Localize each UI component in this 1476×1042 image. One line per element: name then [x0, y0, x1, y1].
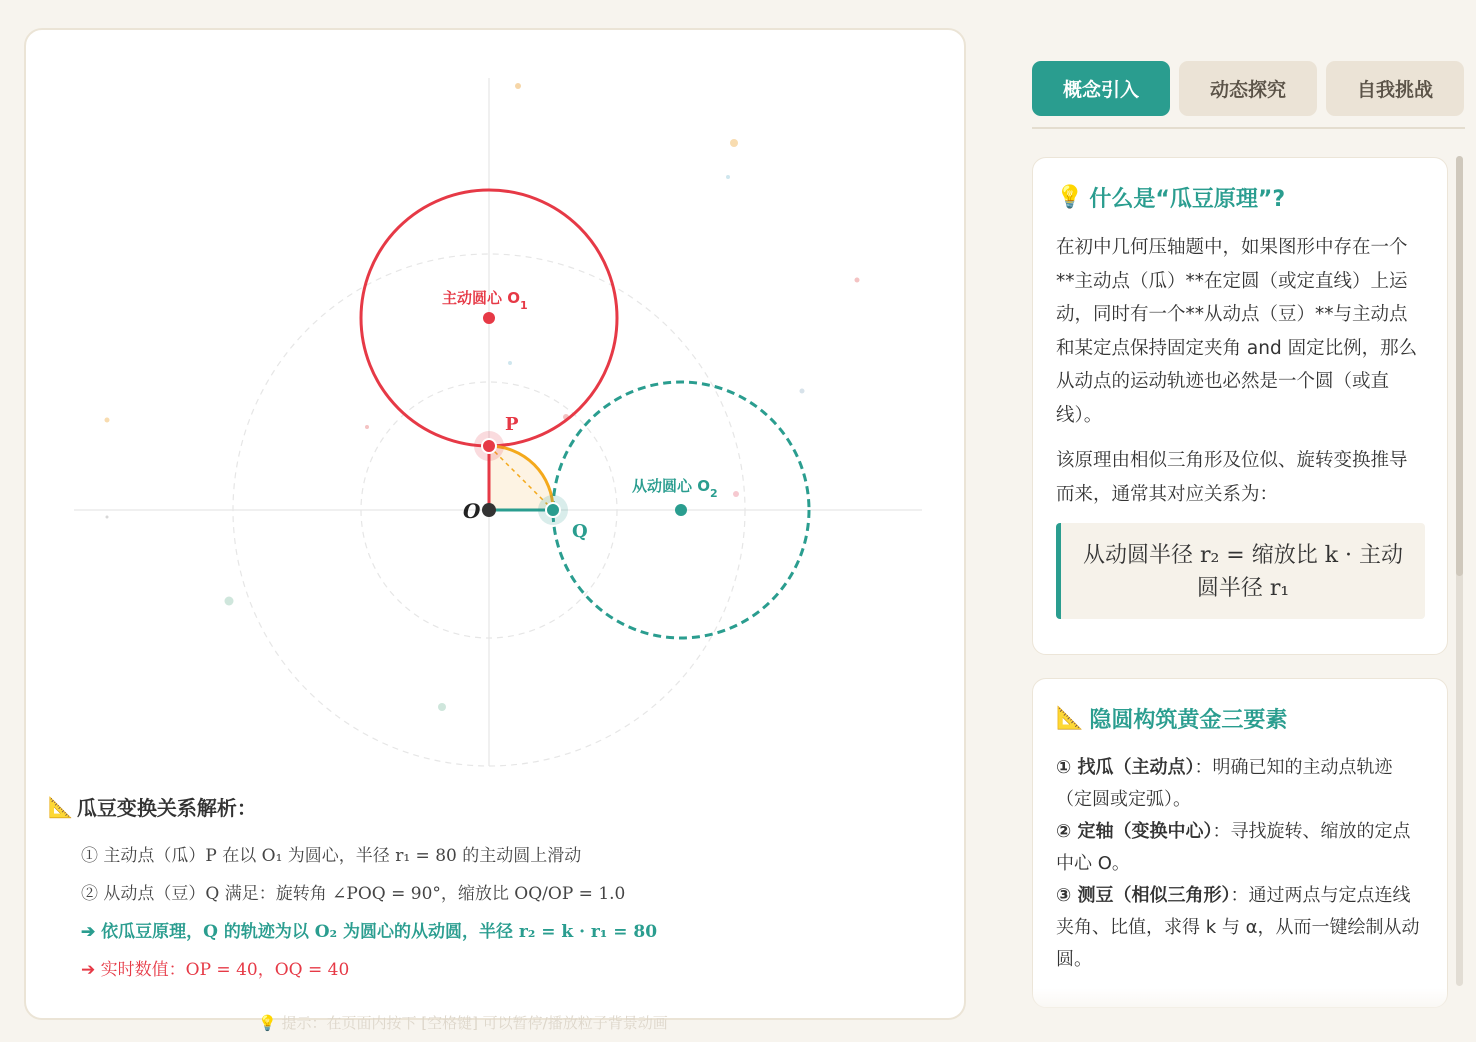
step-2: ② 定轴（变换中心）：寻找旋转、缩放的定点中心 O。: [1056, 821, 1411, 874]
q-point: [546, 503, 560, 517]
keyboard-hint: 💡 提示：在页面内按下 [空格键] 可以暂停/播放粒子背景动画: [258, 1014, 668, 1032]
tab-explore[interactable]: 动态探究: [1179, 61, 1317, 116]
background-particles: [105, 83, 860, 711]
master-center-point: [483, 312, 495, 324]
analysis-line-2: ② 从动点（豆）Q 满足：旋转角 ∠POQ = 90°，缩放比 OQ/OP = 1.0: [81, 884, 626, 904]
tab-concept[interactable]: 概念引入: [1032, 61, 1170, 116]
o-label: O: [463, 499, 481, 523]
triangle-ruler-icon: 📐: [1056, 706, 1084, 731]
concept-paragraph-2: 该原理由相似三角形及位似、旋转变换推导而来，通常其对应关系为：: [1056, 450, 1408, 505]
geometry-canvas[interactable]: [24, 28, 966, 1020]
analysis-panel: [48, 792, 928, 989]
analysis-line-4: ➔ 实时数值：OP = 40，OQ = 40: [81, 960, 350, 980]
slave-center-label: 从动圆心 $O_2$: [632, 477, 718, 500]
elements-card: [1032, 678, 1448, 1008]
tab-bar: [1032, 61, 1464, 116]
scroll-fade: [1032, 988, 1452, 1018]
tab-divider: [1032, 127, 1465, 129]
master-center-label: 主动圆心 $O_1$: [442, 289, 528, 312]
concept-card: [1032, 157, 1448, 655]
slave-center-point: [675, 504, 687, 516]
o-point: [482, 503, 496, 517]
elements-card-title: 📐 隐圆构筑黄金三要素: [1056, 706, 1288, 733]
formula-box: 从动圆半径 r₂ = 缩放比 k · 主动圆半径 r₁: [1056, 523, 1425, 619]
analysis-line-1: ① 主动点（瓜）P 在以 O₁ 为圆心，半径 r₁ = 80 的主动圆上滑动: [81, 846, 582, 866]
sidebar-scrollbar[interactable]: [1456, 156, 1463, 986]
tab-challenge[interactable]: 自我挑战: [1326, 61, 1464, 116]
analysis-line-3: ➔ 依瓜豆原理，Q 的轨迹为以 O₂ 为圆心的从动圆，半径 r₂ = k · r₁ = 80: [81, 922, 658, 942]
step-1: ① 找瓜（主动点）：明确已知的主动点轨迹（定圆或定弧）。: [1056, 757, 1393, 810]
scrollbar-thumb[interactable]: [1456, 156, 1463, 576]
concept-card-title: 💡 什么是“瓜豆原理”?: [1056, 185, 1286, 212]
triangle-ruler-icon: 📐: [48, 794, 73, 819]
p-label: P: [505, 414, 519, 435]
step-3: ③ 测豆（相似三角形）：通过两点与定点连线夹角、比值，求得 k 与 α，从而一键绘制从动圆。: [1056, 885, 1420, 970]
analysis-title: 📐 瓜豆变换关系解析：: [48, 794, 257, 820]
p-point[interactable]: [482, 439, 496, 453]
concept-paragraph-1: 在初中几何压轴题中，如果图形中存在一个**主动点（瓜）**在定圆（或定直线）上运动，同时有一个**从动点（豆）**与主动点和某定点保持固定夹角 and 固定比例，那么从动点的运动轨迹也必然是一个圆（或直线）。: [1056, 237, 1418, 426]
lightbulb-icon: 💡: [1056, 185, 1084, 210]
q-label: Q: [572, 521, 588, 542]
